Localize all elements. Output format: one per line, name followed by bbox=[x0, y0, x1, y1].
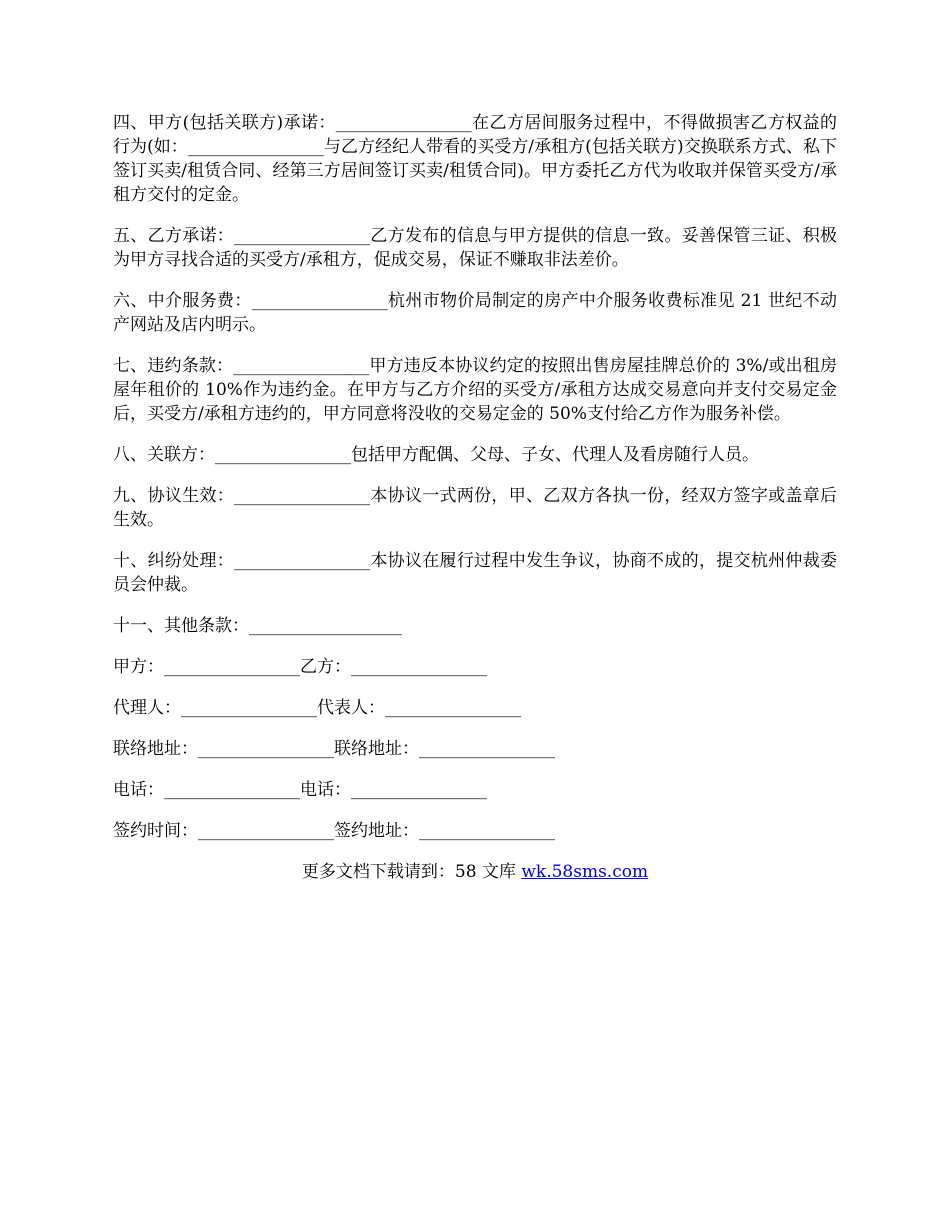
clause-9: 九、协议生效：________________本协议一式两份，甲、乙双方各执一份，经双方签字或盖章后生效。 bbox=[113, 486, 837, 530]
signature-address-line: 联络地址：________________联络地址：________________ bbox=[113, 739, 555, 759]
signature-date-location-line: 签约时间：________________签约地址：________________ bbox=[113, 821, 555, 841]
clause-10: 十、纠纷处理：________________本协议在履行过程中发生争议，协商不成的，提交杭州仲裁委员会仲裁。 bbox=[113, 551, 837, 595]
clause-11-other-terms: 十一、其他条款：__________________ bbox=[113, 616, 402, 636]
clause-8: 八、关联方：________________包括甲方配偶、父母、子女、代理人及看房随行人员。 bbox=[113, 445, 759, 465]
signature-phone-line: 电话：________________电话：________________ bbox=[113, 780, 487, 800]
clause-5: 五、乙方承诺：________________乙方发布的信息与甲方提供的信息一致。妥善保管三证、积极为甲方寻找合适的买受方/承租方，促成交易，保证不赚取非法差价。 bbox=[113, 226, 837, 270]
document-page bbox=[113, 111, 837, 884]
clause-7: 七、违约条款：________________甲方违反本协议约定的按照出售房屋挂牌总价的 3%/或出租房屋年租价的 10%作为违约金。在甲方与乙方介绍的买受方/承租方达成交易意向并支付交易定金后，买受方/承租方违约的，甲方同意将没收的交易定金的 50%支付给乙方作为服务补偿。 bbox=[113, 356, 837, 424]
signature-party-line: 甲方：________________乙方：________________ bbox=[113, 657, 487, 677]
clause-4: 四、甲方(包括关联方)承诺：________________在乙方居间服务过程中，不得做损害乙方权益的行为(如：________________与乙方经纪人带看的买受方/承租方(包括关联方)交换联系方式、私下签订买卖/租赁合同、经第三方居间签订买卖/租赁合同)。甲方委托乙方代为收取并保管买受方/承租方交付的定金。 bbox=[113, 113, 837, 205]
footer-link[interactable]: wk.58sms.com bbox=[521, 862, 649, 882]
clause-6: 六、中介服务费：________________杭州市物价局制定的房产中介服务收费标准见 21 世纪不动产网站及店内明示。 bbox=[113, 291, 837, 335]
footer bbox=[113, 860, 837, 884]
footer-prefix: 更多文档下载请到：58 文库 bbox=[301, 862, 522, 882]
signature-agent-line: 代理人：________________代表人：________________ bbox=[113, 698, 521, 718]
